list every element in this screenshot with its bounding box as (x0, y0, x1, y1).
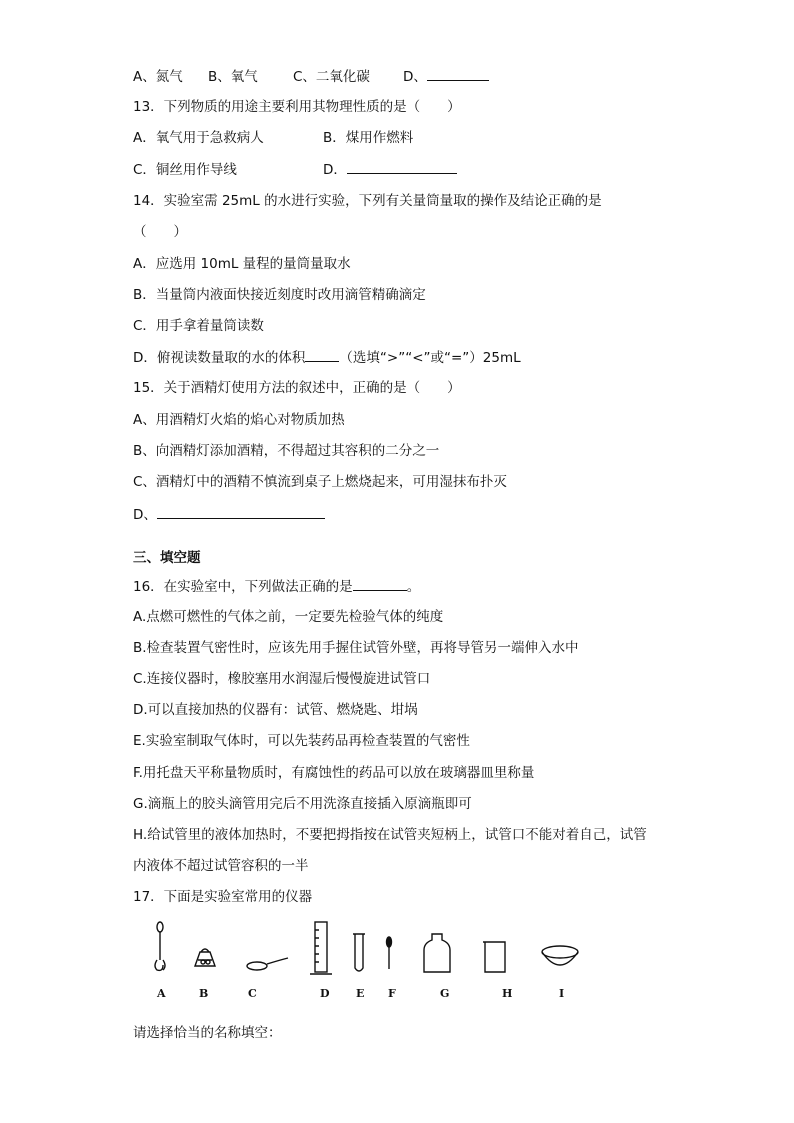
apparatus-label-i: I (559, 987, 565, 1000)
option-c: C．铜丝用作导线 (133, 162, 237, 178)
apparatus-label-a: A (157, 987, 166, 1000)
q17-instruction: 请选择恰当的名称填空： (133, 1025, 282, 1041)
question-17: 17．下面是实验室常用的仪器 (133, 889, 313, 905)
graduated-cylinder-icon (310, 922, 332, 974)
apparatus-label-g: G (440, 987, 450, 1000)
q14d-text: D．俯视读数量取的水的体积 (133, 350, 306, 366)
q13-options-row1 (133, 128, 413, 148)
q16-item-h-line1: H.给试管里的液体加热时，不要把拇指按在试管夹短柄上，试管口不能对着自己，试管 (133, 827, 647, 843)
answer-blank[interactable] (353, 576, 407, 591)
option-c: C、二氧化碳 (293, 69, 370, 85)
q16-item-g: G.滴瓶上的胶头滴管用完后不用洗涤直接插入原滴瓶即可 (133, 796, 472, 812)
q14-option-c: C．用手拿着量筒读数 (133, 318, 264, 334)
apparatus-label-b: B (199, 987, 209, 1000)
q12-options (133, 66, 489, 87)
q16-item-b: B.检查装置气密性时，应该先用手握住试管外壁，再将导管另一端伸入水中 (133, 640, 579, 656)
question-13: 13．下列物质的用途主要利用其物理性质的是（ ） (133, 99, 461, 115)
q14d-tail: （选填“>”“<”或“=”）25mL (339, 350, 521, 366)
reagent-bottle-icon (424, 934, 450, 972)
q16-period: 。 (406, 579, 421, 595)
apparatus-label-h: H (502, 987, 513, 1000)
evaporating-dish-icon (542, 946, 578, 965)
answer-blank[interactable] (347, 159, 457, 174)
dropper-icon (387, 937, 392, 969)
apparatus-label-f: F (388, 987, 396, 1000)
clay-triangle-icon (195, 949, 215, 966)
q15-option-c: C、酒精灯中的酒精不慎流到桌子上燃烧起来，可用湿抹布扑灭 (133, 474, 507, 490)
question-14: 14．实验室需 25mL 的水进行实验，下列有关量筒量取的操作及结论正确的是 (133, 193, 602, 209)
answer-blank[interactable] (157, 504, 325, 519)
section-heading: 三、填空题 (133, 550, 201, 566)
q15-option-a: A、用酒精灯火焰的焰心对物质加热 (133, 412, 345, 428)
q16-item-d: D.可以直接加热的仪器有：试管、燃烧匙、坩埚 (133, 702, 418, 718)
option-d: D、 (403, 69, 427, 85)
question-14-parens: （ ） (133, 224, 187, 240)
medicine-spoon-icon (247, 958, 288, 970)
answer-blank[interactable] (427, 66, 489, 81)
question-15: 15．关于酒精灯使用方法的叙述中，正确的是（ ） (133, 380, 461, 396)
apparatus-label-c: C (248, 987, 257, 1000)
q13-options-row2 (133, 159, 457, 180)
apparatus-label-e: E (356, 987, 365, 1000)
option-a: A、氮气 (133, 69, 183, 85)
q16-text: 16．在实验室中，下列做法正确的是 (133, 579, 353, 595)
q16-item-h-line2: 内液体不超过试管容积的一半 (133, 858, 309, 874)
beaker-icon (483, 942, 505, 972)
q14-option-d (133, 347, 521, 368)
question-16 (133, 576, 420, 597)
option-b: B．煤用作燃料 (323, 130, 414, 146)
q15-option-b: B、向酒精灯添加酒精，不得超过其容积的二分之一 (133, 443, 440, 459)
option-b: B、氧气 (208, 69, 258, 85)
option-d-label: D、 (133, 507, 157, 523)
test-tube-icon (353, 934, 365, 971)
q16-item-c: C.连接仪器时，橡胶塞用水润湿后慢慢旋进试管口 (133, 671, 431, 687)
q16-item-a: A.点燃可燃性的气体之前，一定要先检验气体的纯度 (133, 609, 444, 625)
option-a: A．氧气用于急救病人 (133, 130, 264, 146)
q16-item-e: E.实验室制取气体时，可以先装药品再检查装置的气密性 (133, 733, 470, 749)
q15-option-d (133, 504, 325, 525)
q14-option-b: B．当量筒内液面快接近刻度时改用滴管精确滴定 (133, 287, 426, 303)
q16-item-f: F.用托盘天平称量物质时，有腐蚀性的药品可以放在玻璃器皿里称量 (133, 765, 535, 781)
lab-apparatus-figure (140, 918, 600, 978)
apparatus-label-d: D (320, 987, 330, 1000)
q14-option-a: A．应选用 10mL 量程的量筒量取水 (133, 256, 351, 272)
crucible-tongs-icon (155, 922, 165, 970)
answer-blank[interactable] (305, 347, 339, 362)
option-d: D． (323, 162, 347, 178)
